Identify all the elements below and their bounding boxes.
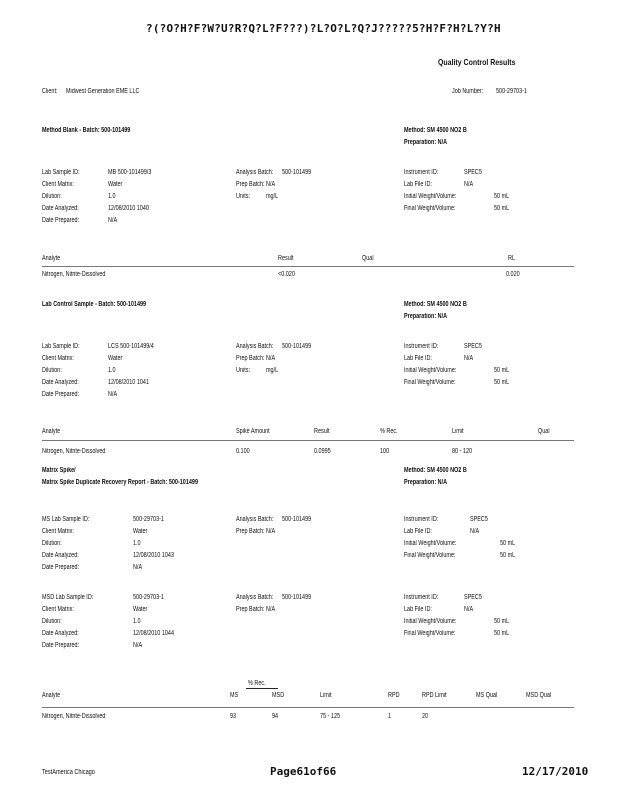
footer-date: 12/17/2010: [522, 765, 589, 778]
info-value: 500-101499: [282, 594, 312, 601]
info-label: Initial Weight/Volume:: [404, 367, 457, 374]
column-header: MSD: [272, 692, 285, 699]
method-blank-preparation: Preparation: N/A: [404, 139, 448, 146]
info-label: Analysis Batch:: [236, 343, 274, 350]
info-value: 50 mL: [494, 618, 510, 625]
info-value: SPEC5: [464, 169, 482, 176]
info-label: Date Analyzed:: [42, 630, 79, 637]
info-value: 50 mL: [494, 367, 510, 374]
table-rule: [42, 440, 574, 441]
method-blank-heading: Method Blank - Batch: 500-101499: [42, 127, 131, 134]
info-value: 500-101499: [282, 169, 312, 176]
table-cell: 1: [388, 713, 392, 720]
info-label: Dilution:: [42, 618, 62, 625]
info-label: Date Prepared:: [42, 564, 80, 571]
info-label: Final Weight/Volume:: [404, 630, 456, 637]
table-cell: <0.020: [278, 271, 295, 278]
info-label: Instrument ID:: [404, 169, 439, 176]
info-label: Instrument ID:: [404, 516, 439, 523]
info-label: Final Weight/Volume:: [404, 205, 456, 212]
column-header: RL: [508, 255, 515, 262]
column-header: Limit: [320, 692, 332, 699]
garbled-header: ?(?O?H?F?W?U?R?Q?L?F???)?L?O?L?Q?J?????5?H?F?H?L?Y?H: [146, 22, 501, 35]
info-value: 50 mL: [494, 379, 510, 386]
info-value: SPEC5: [464, 343, 482, 350]
info-value: 1.0: [108, 367, 116, 374]
ms-heading-batch: Matrix Spike Duplicate Recovery Report - Batch: 500-101499: [42, 479, 198, 486]
table-cell: 0.020: [506, 271, 520, 278]
column-header: Qual: [538, 428, 550, 435]
info-value: 1.0: [133, 618, 141, 625]
column-header: RPD Limit: [422, 692, 447, 699]
column-header: Spike Amount: [236, 428, 270, 435]
ms-heading: Matrix Spike/: [42, 467, 76, 474]
info-label: Lab Sample ID:: [42, 343, 80, 350]
table-cell: 80 - 120: [452, 448, 473, 455]
info-value: N/A: [464, 606, 474, 613]
info-value: N/A: [133, 642, 143, 649]
info-label: Units:: [236, 193, 250, 200]
info-label: Final Weight/Volume:: [404, 379, 456, 386]
info-label: Client Matrix:: [42, 606, 74, 613]
info-value: 500-101499: [282, 516, 312, 523]
info-label: Prep Batch: N/A: [236, 606, 276, 613]
info-label: Date Analyzed:: [42, 205, 79, 212]
info-label: Lab Sample ID:: [42, 169, 80, 176]
info-label: Instrument ID:: [404, 594, 439, 601]
info-label: Dilution:: [42, 367, 62, 374]
column-header: Analyte: [42, 692, 61, 699]
column-header: Analyte: [42, 428, 61, 435]
info-label: Lab File ID:: [404, 181, 432, 188]
info-value: N/A: [464, 181, 474, 188]
info-value: Water: [108, 181, 123, 188]
info-label: Prep Batch: N/A: [236, 528, 276, 535]
page-title: Quality Control Results: [438, 57, 516, 67]
info-value: 50 mL: [494, 630, 510, 637]
client-value: Midwest Generation EME LLC: [66, 88, 140, 95]
info-value: 12/08/2010 1044: [133, 630, 174, 637]
table-cell: 20: [422, 713, 429, 720]
info-value: SPEC5: [464, 594, 482, 601]
info-label: Initial Weight/Volume:: [404, 540, 457, 547]
table-cell: 0.0995: [314, 448, 331, 455]
lcs-method: Method: SM 4500 NO2 B: [404, 301, 467, 308]
table-cell: 94: [272, 713, 279, 720]
info-value: Water: [133, 606, 148, 613]
info-label: Final Weight/Volume:: [404, 552, 456, 559]
info-value: 1.0: [108, 193, 116, 200]
info-label: Analysis Batch:: [236, 594, 274, 601]
info-label: Analysis Batch:: [236, 516, 274, 523]
info-value: LCS 500-101499/4: [108, 343, 154, 350]
info-label: Initial Weight/Volume:: [404, 193, 457, 200]
info-label: Instrument ID:: [404, 343, 439, 350]
info-value: 50 mL: [500, 552, 516, 559]
info-label: Units:: [236, 367, 250, 374]
info-value: SPEC5: [470, 516, 488, 523]
info-label: Prep Batch: N/A: [236, 181, 276, 188]
info-label: Date Prepared:: [42, 217, 80, 224]
info-label: Analysis Batch:: [236, 169, 274, 176]
table-cell: Nitrogen, Nitrite-Dissolved: [42, 271, 106, 278]
info-label: Client Matrix:: [42, 355, 74, 362]
info-value: 500-29703-1: [133, 516, 164, 523]
table-rule: [42, 266, 574, 267]
table-cell: 100: [380, 448, 390, 455]
job-number-value: 500-29703-1: [496, 88, 527, 95]
info-label: Client Matrix:: [42, 181, 74, 188]
info-label: Lab File ID:: [404, 355, 432, 362]
column-header: Limit: [452, 428, 464, 435]
info-label: Date Analyzed:: [42, 552, 79, 559]
info-value: 1.0: [133, 540, 141, 547]
info-value: Water: [108, 355, 123, 362]
info-label: Initial Weight/Volume:: [404, 618, 457, 625]
info-value: MB 500-101499/3: [108, 169, 152, 176]
info-label: MS Lab Sample ID:: [42, 516, 90, 523]
table-cell: Nitrogen, Nitrite-Dissolved: [42, 448, 106, 455]
info-value: 12/08/2010 1043: [133, 552, 174, 559]
info-value: N/A: [108, 391, 118, 398]
lcs-heading: Lab Control Sample - Batch: 500-101499: [42, 301, 147, 308]
info-value: 50 mL: [494, 205, 510, 212]
info-label: Dilution:: [42, 193, 62, 200]
table-cell: 0.100: [236, 448, 250, 455]
column-header: MSD Qual: [526, 692, 552, 699]
info-label: Date Analyzed:: [42, 379, 79, 386]
info-label: Date Prepared:: [42, 391, 80, 398]
info-label: Lab File ID:: [404, 528, 432, 535]
info-value: 500-29703-1: [133, 594, 164, 601]
info-value: N/A: [108, 217, 118, 224]
lcs-preparation: Preparation: N/A: [404, 313, 448, 320]
table-cell: 93: [230, 713, 237, 720]
info-value: N/A: [464, 355, 474, 362]
rec-group-header: % Rec.: [248, 680, 266, 687]
info-label: Lab File ID:: [404, 606, 432, 613]
job-number-label: Job Number:: [452, 88, 484, 95]
footer-page-number: Page61of66: [270, 765, 337, 778]
ms-preparation: Preparation: N/A: [404, 479, 448, 486]
rec-group-underline: [246, 688, 278, 689]
info-value: 12/08/2010 1040: [108, 205, 149, 212]
info-value: 50 mL: [500, 540, 516, 547]
info-label: Date Prepared:: [42, 642, 80, 649]
info-label: Dilution:: [42, 540, 62, 547]
column-header: Result: [314, 428, 330, 435]
info-label: Client Matrix:: [42, 528, 74, 535]
table-cell: Nitrogen, Nitrite-Dissolved: [42, 713, 106, 720]
client-label: Client:: [42, 88, 58, 95]
info-label: Prep Batch: N/A: [236, 355, 276, 362]
info-value: Water: [133, 528, 148, 535]
info-value: N/A: [133, 564, 143, 571]
column-header: MS: [230, 692, 239, 699]
info-value: 50 mL: [494, 193, 510, 200]
footer-company: TestAmerica Chicago: [42, 769, 95, 776]
table-rule: [42, 707, 574, 708]
column-header: MS Qual: [476, 692, 498, 699]
column-header: Analyte: [42, 255, 61, 262]
info-value: N/A: [470, 528, 480, 535]
info-value: mg/L: [266, 193, 279, 200]
column-header: % Rec.: [380, 428, 398, 435]
info-value: 500-101499: [282, 343, 312, 350]
info-value: 12/08/2010 1041: [108, 379, 149, 386]
info-label: MSD Lab Sample ID:: [42, 594, 94, 601]
column-header: Result: [278, 255, 294, 262]
method-blank-method: Method: SM 4500 NO2 B: [404, 127, 467, 134]
info-value: mg/L: [266, 367, 279, 374]
table-cell: 75 - 125: [320, 713, 341, 720]
ms-method: Method: SM 4500 NO2 B: [404, 467, 467, 474]
column-header: Qual: [362, 255, 374, 262]
column-header: RPD: [388, 692, 400, 699]
